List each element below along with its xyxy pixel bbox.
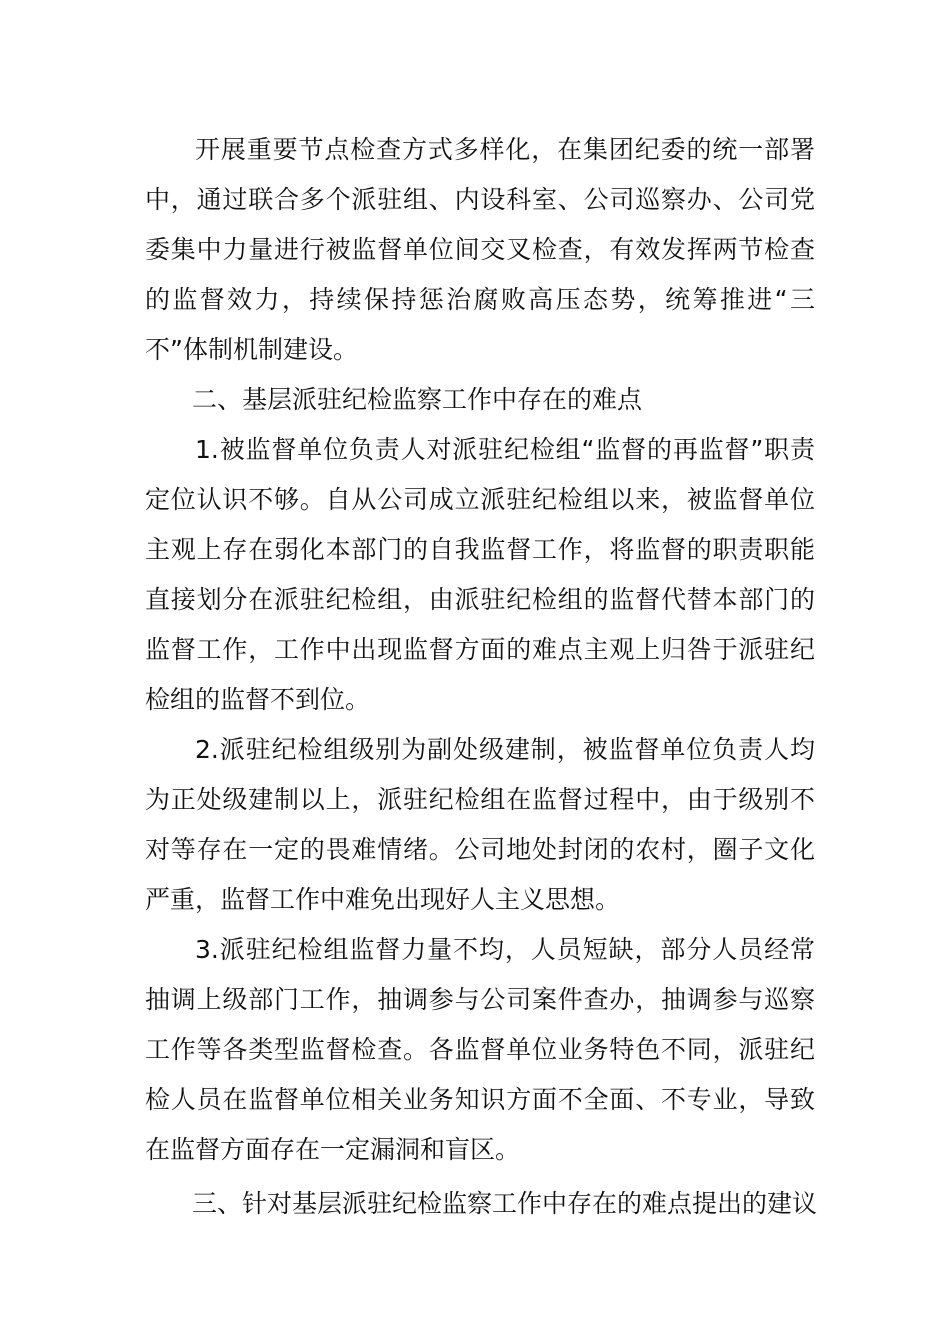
paragraph-difficulty-1: 1.被监督单位负责人对派驻纪检组“监督的再监督”职责定位认识不够。自从公司成立派驻纪检组以来，被监督单位主观上存在弱化本部门的自我监督工作，将监督的职责职能直接划分在派驻纪检组，由派驻纪检组的监督代替本部门的监督工作，工作中出现监督方面的难点主观上归咎于派驻纪检组的监督不到位。	[145, 435, 815, 714]
section-heading-difficulties: 二、基层派驻纪检监察工作中存在的难点	[192, 385, 643, 414]
paragraph-difficulty-2: 2.派驻纪检组级别为副处级建制，被监督单位负责人均为正处级建制以上，派驻纪检组在监督过程中，由于级别不对等存在一定的畏难情绪。公司地处封闭的农村，圈子文化严重，监督工作中难免出现好人主义思想。	[145, 735, 815, 914]
document-body	[145, 125, 818, 1229]
section-heading-suggestions: 三、针对基层派驻纪检监察工作中存在的难点提出的建议	[192, 1189, 818, 1218]
paragraph-difficulty-3: 3.派驻纪检组监督力量不均，人员短缺，部分人员经常抽调上级部门工作，抽调参与公司案件查办，抽调参与巡察工作等各类型监督检查。各监督单位业务特色不同，派驻纪检人员在监督单位相关业务知识方面不全面、不专业，导致在监督方面存在一定漏洞和盲区。	[145, 935, 815, 1164]
paragraph-inspection-methods: 开展重要节点检查方式多样化，在集团纪委的统一部署中，通过联合多个派驻组、内设科室、公司巡察办、公司党委集中力量进行被监督单位间交叉检查，有效发挥两节检查的监督效力，持续保持惩治腐败高压态势，统筹推进“三不”体制机制建设。	[145, 135, 815, 364]
